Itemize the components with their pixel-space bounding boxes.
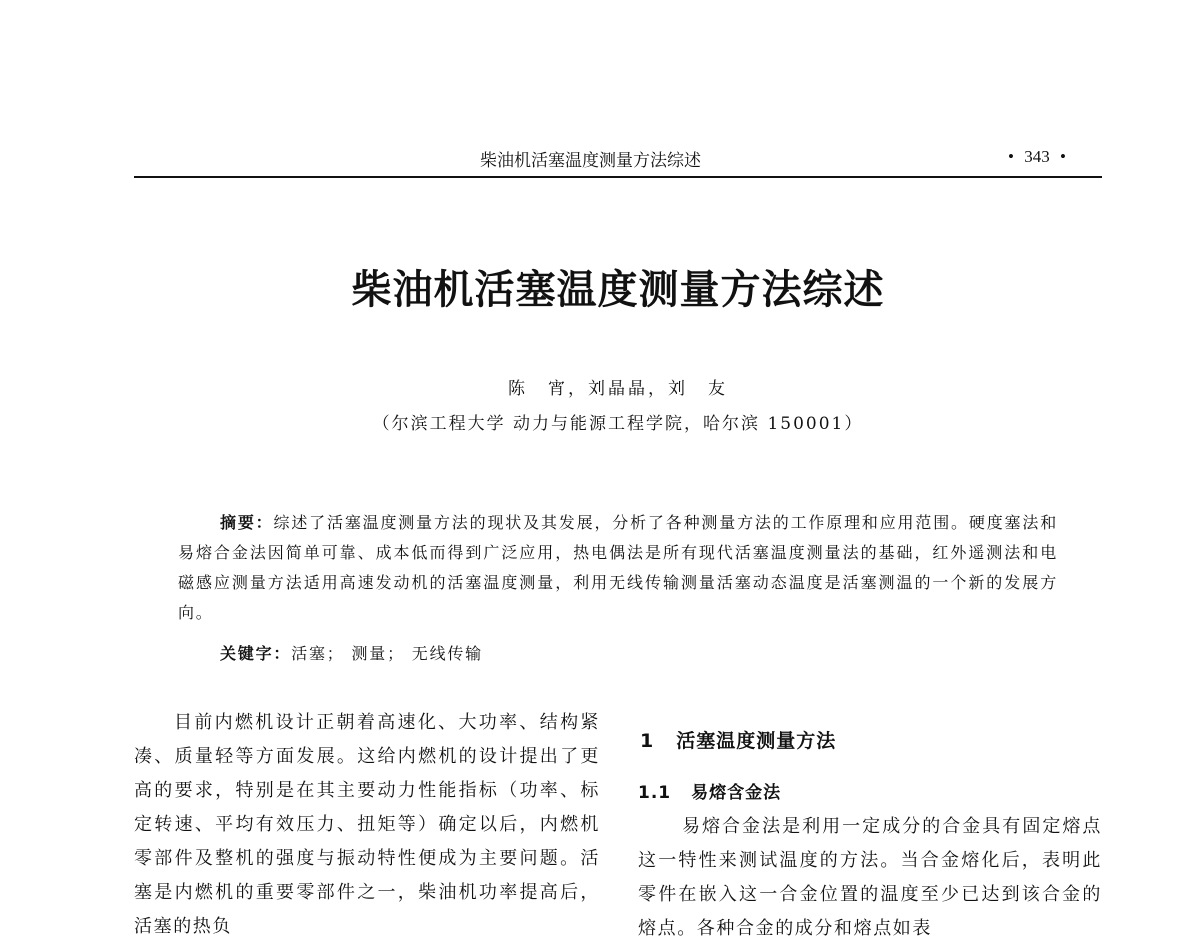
keywords-label: 关键字： bbox=[220, 644, 292, 663]
section-number: 1 bbox=[640, 730, 655, 752]
body-right-column: 易熔合金法是利用一定成分的合金具有固定熔点这一特性来测试温度的方法。当合金熔化后，表明此零件在嵌入这一合金位置的温度至少已达到该合金的熔点。各种合金的成分和熔点如表 bbox=[638, 816, 1102, 939]
body-left-column: 目前内燃机设计正朝着高速化、大功率、结构紧凑、质量轻等方面发展。这给内燃机的设计提出了更高的要求，特别是在其主要动力性能指标（功率、标定转速、平均有效压力、扭矩等）确定以后，内燃机零部件及整机的强度与振动特性便成为主要问题。活塞是内燃机的重要零部件之一，柴油机功率提高后，活塞的热负 bbox=[134, 712, 600, 937]
subsection-heading bbox=[638, 778, 781, 803]
header-rule bbox=[134, 176, 1102, 178]
abstract-text: 综述了活塞温度测量方法的现状及其发展，分析了各种测量方法的工作原理和应用范围。硬度塞法和易熔合金法因简单可靠、成本低而得到广泛应用，热电偶法是所有现代活塞温度测量法的基础，红外遥测法和电磁感应测量方法适用高速发动机的活塞温度测量，利用无线传输测量活塞动态温度是活塞测温的一个新的发展方向。 bbox=[178, 513, 1059, 622]
abstract bbox=[178, 508, 1058, 628]
section-heading bbox=[640, 726, 836, 753]
keywords bbox=[220, 641, 483, 664]
subsection-number: 1.1 bbox=[638, 783, 672, 803]
abstract-label: 摘要： bbox=[220, 513, 274, 532]
subsection-title: 易熔含金法 bbox=[691, 783, 782, 803]
running-title: 柴油机活塞温度测量方法综述 bbox=[480, 151, 701, 171]
keywords-text: 活塞； 测量； 无线传输 bbox=[291, 644, 483, 663]
section-title: 活塞温度测量方法 bbox=[676, 730, 837, 752]
page-number: • 343 • bbox=[1008, 147, 1066, 166]
authors: 陈 宵，刘晶晶，刘 友 bbox=[508, 379, 728, 399]
paper-title: 柴油机活塞温度测量方法综述 bbox=[351, 266, 885, 313]
affiliation: （尔滨工程大学 动力与能源工程学院，哈尔滨 150001） bbox=[372, 414, 864, 434]
